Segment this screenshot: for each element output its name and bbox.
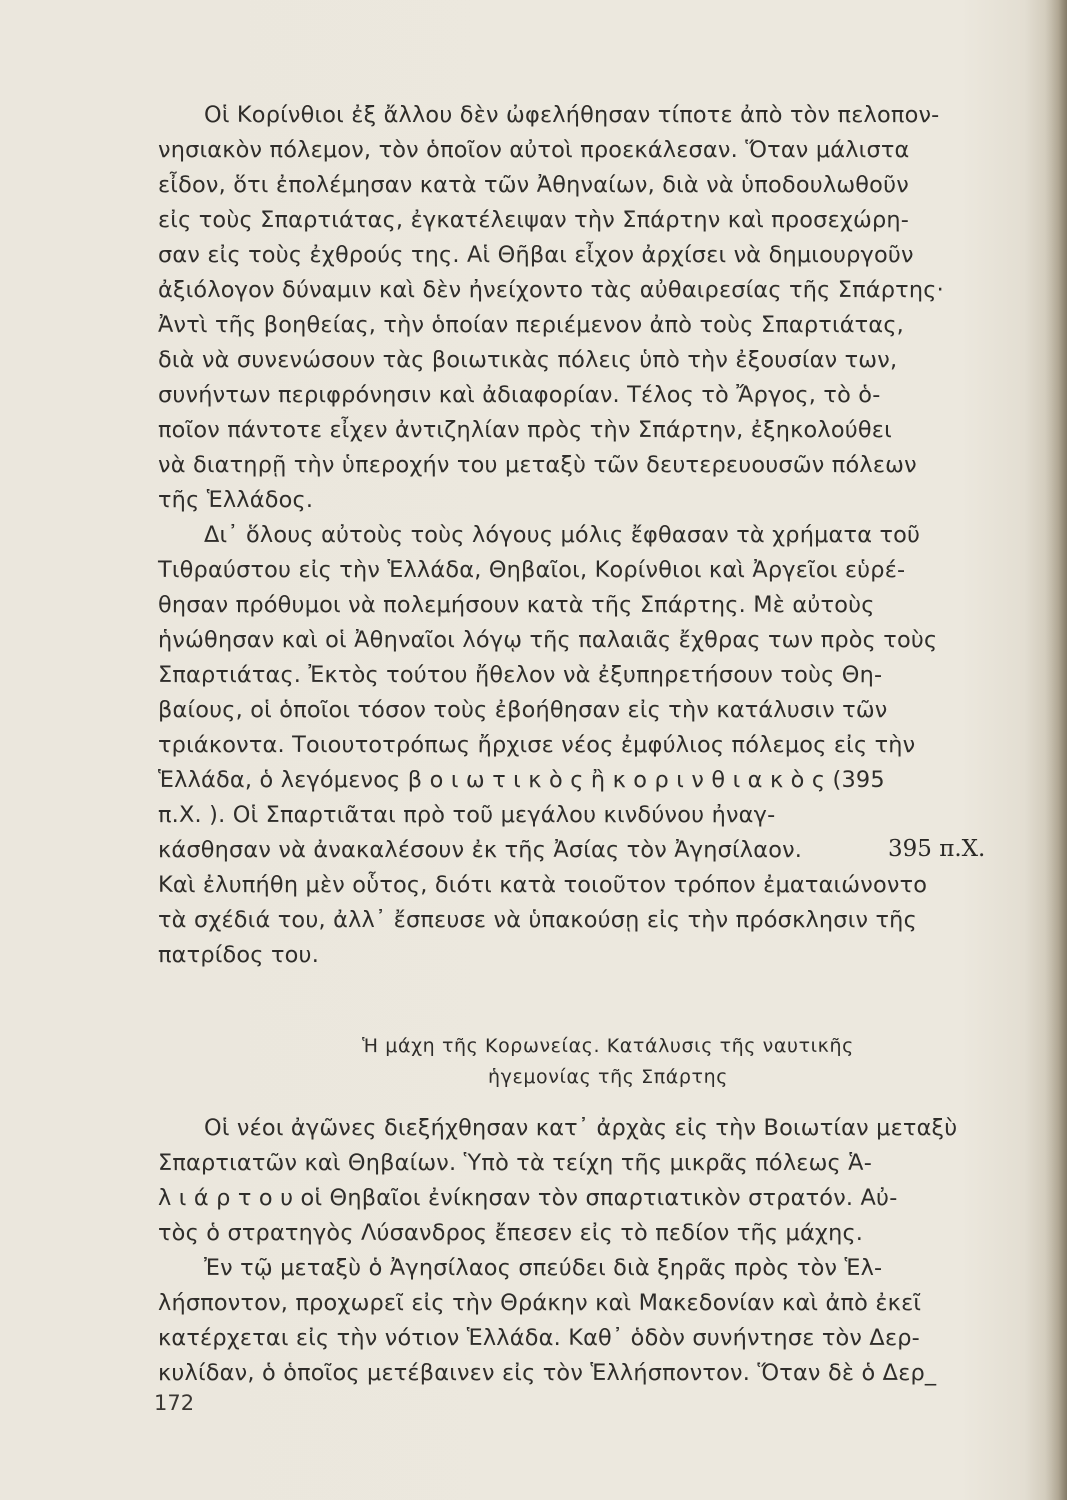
text-block	[158, 98, 1018, 1391]
subheading-line: ἡγεμονίας τῆς Σπάρτης	[488, 1066, 728, 1088]
text-line: Ἐν τῷ μεταξὺ ὁ Ἀγησίλαος σπεύδει διὰ ξηρᾶς πρὸς τὸν Ἑλ-	[204, 1255, 883, 1281]
text-line: π.Χ. ). Οἱ Σπαρτιᾶται πρὸ τοῦ μεγάλου κινδύνου ἠναγ-	[158, 802, 776, 828]
paragraph-2	[158, 518, 1018, 973]
section-gap	[158, 1093, 1018, 1111]
paragraph-1	[158, 98, 1018, 518]
text-line: Σπαρτιάτας. Ἐκτὸς τούτου ἤθελον νὰ ἐξυπηρετήσουν τοὺς Θη-	[158, 662, 883, 688]
text-line: Τιθραύστου εἰς τὴν Ἑλλάδα, Θηβαῖοι, Κορίνθιοι καὶ Ἀργεῖοι εὑρέ-	[158, 557, 906, 583]
text-line: Οἱ Κορίνθιοι ἐξ ἄλλου δὲν ὠφελήθησαν τίποτε ἀπὸ τὸν πελοπον-	[204, 102, 940, 128]
text-line: τὰ σχέδιά του, ἀλλ᾽ ἔσπευσε νὰ ὑπακούσῃ εἰς τὴν πρόσκλησιν τῆς	[158, 907, 917, 933]
text-line: πατρίδος του.	[158, 942, 320, 968]
text-line: βαίους, οἱ ὁποῖοι τόσον τοὺς ἐβοήθησαν εἰς τὴν κατάλυσιν τῶν	[158, 697, 888, 723]
margin-date-note: 395 π.Χ.	[888, 836, 986, 862]
text-line: Καὶ ἐλυπήθη μὲν οὗτος, διότι κατὰ τοιοῦτον τρόπον ἐματαιώνοντο	[158, 872, 928, 898]
text-line: Ἀντὶ τῆς βοηθείας, τὴν ὁποίαν περιέμενον ἀπὸ τοὺς Σπαρτιάτας,	[158, 312, 904, 338]
text-line: διὰ νὰ συνενώσουν τὰς βοιωτικὰς πόλεις ὑπὸ τὴν ἐξουσίαν των,	[158, 347, 898, 373]
text-line: θησαν πρόθυμοι νὰ πολεμήσουν κατὰ τῆς Σπάρτης. Μὲ αὐτοὺς	[158, 592, 875, 618]
text-line: τὸς ὁ στρατηγὸς Λύσανδρος ἔπεσεν εἰς τὸ πεδίον τῆς μάχης.	[158, 1220, 864, 1246]
text-line: τῆς Ἑλλάδος.	[158, 487, 314, 513]
subheading-line: Ἡ μάχη τῆς Κορωνείας. Κατάλυσις τῆς ναυτικῆς	[362, 1035, 854, 1057]
text-line: ποῖον πάντοτε εἶχεν ἀντιζηλίαν πρὸς τὴν Σπάρτην, ἐξηκολούθει	[158, 417, 892, 443]
text-line: Ἑλλάδα, ὁ λεγόμενος β ο ι ω τ ι κ ὸ ς ἢ κ ο ρ ι ν θ ι α κ ὸ ς (395	[158, 767, 885, 793]
page-number: 172	[154, 1391, 195, 1415]
paragraph-4	[158, 1251, 1018, 1391]
text-line: εἰς τοὺς Σπαρτιάτας, ἐγκατέλειψαν τὴν Σπάρτην καὶ προσεχώρη-	[158, 207, 910, 233]
text-line: κατέρχεται εἰς τὴν νότιον Ἑλλάδα. Καθ᾽ ὁδὸν συνήντησε τὸν Δερ-	[158, 1325, 920, 1351]
text-line: ἡνώθησαν καὶ οἱ Ἀθηναῖοι λόγῳ τῆς παλαιᾶς ἔχθρας των πρὸς τοὺς	[158, 627, 938, 653]
text-line: τριάκοντα. Τοιουτοτρόπως ἤρχισε νέος ἐμφύλιος πόλεμος εἰς τὴν	[158, 732, 916, 758]
text-line: νὰ διατηρῇ τὴν ὑπεροχήν του μεταξὺ τῶν δευτερευουσῶν πόλεων	[158, 452, 917, 478]
text-line: ἀξιόλογον δύναμιν καὶ δὲν ἠνείχοντο τὰς αὐθαιρεσίας τῆς Σπάρτης·	[158, 277, 944, 303]
text-line: λ ι ά ρ τ ο υ οἱ Θηβαῖοι ἐνίκησαν τὸν σπαρτιατικὸν στρατόν. Αὐ-	[158, 1185, 898, 1211]
section-gap	[158, 973, 1018, 1031]
text-line: λήσποντον, προχωρεῖ εἰς τὴν Θράκην καὶ Μακεδονίαν καὶ ἀπὸ ἐκεῖ	[158, 1290, 922, 1316]
text-line: κάσθησαν νὰ ἀνακαλέσουν ἐκ τῆς Ἀσίας τὸν Ἀγησίλαον.	[158, 837, 803, 863]
text-line: νησιακὸν πόλεμον, τὸν ὁποῖον αὐτοὶ προεκάλεσαν. Ὅταν μάλιστα	[158, 137, 910, 163]
paragraph-3	[158, 1111, 1018, 1251]
text-line: σαν εἰς τοὺς ἐχθρούς της. Αἱ Θῆβαι εἶχον ἀρχίσει νὰ δημιουργοῦν	[158, 242, 914, 268]
text-line: Σπαρτιατῶν καὶ Θηβαίων. Ὑπὸ τὰ τείχη τῆς μικρᾶς πόλεως Ἁ-	[158, 1150, 872, 1176]
text-line: εἶδον, ὅτι ἐπολέμησαν κατὰ τῶν Ἀθηναίων, διὰ νὰ ὑποδουλωθοῦν	[158, 172, 909, 198]
book-spine-shadow	[1045, 0, 1067, 1500]
text-line: Δι᾽ ὅλους αὐτοὺς τοὺς λόγους μόλις ἔφθασαν τὰ χρήματα τοῦ	[204, 522, 921, 548]
section-subheading	[158, 1031, 1018, 1093]
text-line: κυλίδαν, ὁ ὁποῖος μετέβαινεν εἰς τὸν Ἑλλήσποντον. Ὅταν δὲ ὁ Δερ_	[158, 1360, 937, 1386]
text-line: συνήντων περιφρόνησιν καὶ ἀδιαφορίαν. Τέλος τὸ Ἄργος, τὸ ὁ-	[158, 382, 881, 408]
text-line: Οἱ νέοι ἀγῶνες διεξήχθησαν κατ᾽ ἀρχὰς εἰς τὴν Βοιωτίαν μεταξὺ	[204, 1115, 958, 1141]
